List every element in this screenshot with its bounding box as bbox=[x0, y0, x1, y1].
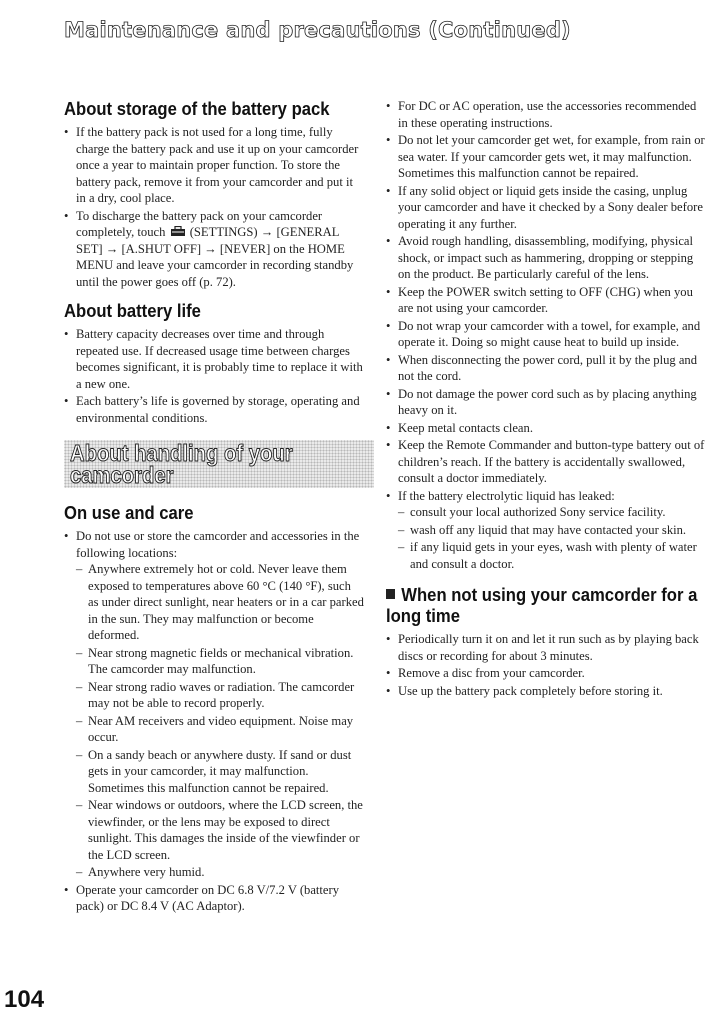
list-item: • Do not damage the power cord such as by placing anything heavy on it. bbox=[386, 386, 706, 419]
list-item: • If the battery pack is not used for a long time, fully charge the battery pack and use it up on your camcorder once a year to maintain proper function. To store the battery pack, remove it from your camcorder and put it in a dry, cool place. bbox=[64, 124, 364, 207]
precautions-list bbox=[386, 98, 706, 572]
list-item bbox=[386, 488, 706, 573]
text-segment: (SETTINGS) → [GENERAL SET] → [A.SHUT OFF] → [NEVER] on the HOME MENU and leave your camcorder in recording standby until the power goes off (p. 72). bbox=[76, 225, 354, 289]
leak-steps-list bbox=[398, 504, 706, 572]
step-item: – consult your local authorized Sony service facility. bbox=[398, 504, 706, 521]
list-item: • Do not let your camcorder get wet, for example, from rain or sea water. If your camcorder gets wet, it may malfunction. Sometimes this malfunction cannot be repaired. bbox=[386, 132, 706, 182]
page-header: Maintenance and precautions (Continued) bbox=[64, 18, 571, 42]
section-banner bbox=[64, 440, 374, 488]
page-number: 104 bbox=[4, 986, 45, 1013]
list-item: • Battery capacity decreases over time and through repeated use. If decreased usage time between charges becomes significant, it is probably time to replace it with a new one. bbox=[64, 326, 364, 392]
list-item bbox=[64, 208, 364, 291]
list-item: • Use up the battery pack completely before storing it. bbox=[386, 683, 706, 700]
settings-toolbox-icon bbox=[170, 226, 186, 237]
list-intro: Do not use or store the camcorder and accessories in the following locations: bbox=[76, 529, 360, 560]
list-item: • Do not wrap your camcorder with a towel, for example, and operate it. Doing so might cause heat to build up inside. bbox=[386, 318, 706, 351]
list-item: • Each battery’s life is governed by storage, operating and environmental conditions. bbox=[64, 393, 364, 426]
left-column bbox=[64, 98, 364, 925]
locations-list bbox=[76, 561, 364, 881]
list-item: • When disconnecting the power cord, pull it by the plug and not the cord. bbox=[386, 352, 706, 385]
square-bullet-icon bbox=[386, 589, 395, 599]
text-segment: To discharge the battery pack on your camcorder completely, touch bbox=[76, 208, 323, 239]
location-item: – Near strong magnetic fields or mechanical vibration. The camcorder may malfunction. bbox=[76, 645, 364, 678]
banner-line: camcorder bbox=[70, 462, 174, 488]
heading-battery-life: About battery life bbox=[64, 300, 201, 321]
location-item: – Anywhere very humid. bbox=[76, 864, 364, 881]
location-item: – Near AM receivers and video equipment. Noise may occur. bbox=[76, 713, 364, 746]
list-item: • Avoid rough handling, disassembling, modifying, physical shock, or impact such as hammering, dropping or stepping on the product. Be particularly careful of the lens. bbox=[386, 233, 706, 283]
not-using-list bbox=[386, 631, 706, 699]
list-intro: If the battery electrolytic liquid has leaked: bbox=[398, 488, 615, 503]
section-use-care bbox=[64, 502, 364, 915]
location-item: – On a sandy beach or anywhere dusty. If sand or dust gets in your camcorder, it may malfunction. Sometimes this malfunction cannot be repaired. bbox=[76, 747, 364, 797]
list-item: • Keep the POWER switch setting to OFF (CHG) when you are not using your camcorder. bbox=[386, 284, 706, 317]
section-battery-life bbox=[64, 300, 364, 426]
list-item bbox=[64, 528, 364, 881]
section-battery-storage bbox=[64, 98, 364, 290]
location-item: – Anywhere extremely hot or cold. Never leave them exposed to temperatures above 60 °C (140 °F), such as under direct sunlight, near heaters or in a car parked in the sun. They may malfunction or become deformed. bbox=[76, 561, 364, 644]
list-item: • Operate your camcorder on DC 6.8 V/7.2 V (battery pack) or DC 8.4 V (AC Adaptor). bbox=[64, 882, 364, 915]
list-item: • For DC or AC operation, use the accessories recommended in these operating instructions. bbox=[386, 98, 706, 131]
list-item: • Periodically turn it on and let it run such as by playing back discs or recording for about 3 minutes. bbox=[386, 631, 706, 664]
location-item: – Near strong radio waves or radiation. The camcorder may not be able to record properly. bbox=[76, 679, 364, 712]
battery-life-list bbox=[64, 326, 364, 426]
banner-line: About handling of your bbox=[70, 440, 293, 466]
step-item: – wash off any liquid that may have contacted your skin. bbox=[398, 522, 706, 539]
heading-text: When not using your camcorder for a long time bbox=[386, 584, 698, 626]
heading-battery-storage: About storage of the battery pack bbox=[64, 98, 330, 119]
list-item: • If any solid object or liquid gets inside the casing, unplug your camcorder and have it checked by a Sony dealer before operating it any further. bbox=[386, 183, 706, 233]
location-item: – Near windows or outdoors, where the LCD screen, the viewfinder, or the lens may be exposed to direct sunlight. This damages the inside of the viewfinder or the LCD screen. bbox=[76, 797, 364, 863]
right-column bbox=[386, 98, 706, 709]
use-care-list bbox=[64, 528, 364, 915]
heading-not-using bbox=[386, 584, 710, 626]
battery-storage-list bbox=[64, 124, 364, 290]
section-not-using bbox=[386, 584, 706, 699]
list-item: • Keep metal contacts clean. bbox=[386, 420, 706, 437]
list-item: • Remove a disc from your camcorder. bbox=[386, 665, 706, 682]
step-item: – if any liquid gets in your eyes, wash with plenty of water and consult a doctor. bbox=[398, 539, 706, 572]
heading-use-care: On use and care bbox=[64, 502, 194, 523]
list-item: • Keep the Remote Commander and button-type battery out of children’s reach. If the battery is accidentally swallowed, consult a doctor immediately. bbox=[386, 437, 706, 487]
